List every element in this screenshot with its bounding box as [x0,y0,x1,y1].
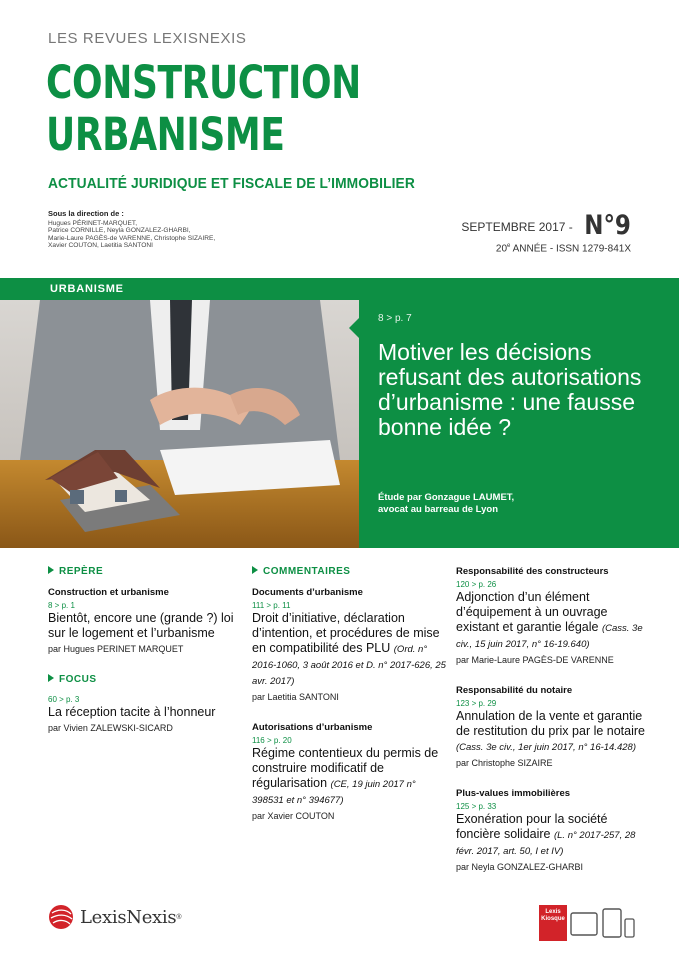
kiosque-line: Kiosque [541,916,565,922]
article-citation: (Ord. n° 2016-1060, 3 août 2016 et D. n° 2017-626, 25 avr. 2017) [252,644,446,687]
publisher-name: LexisNexis [80,906,177,928]
series-label: LES REVUES LEXISNEXIS [48,30,247,47]
section-label: FOCUS [59,674,97,685]
section-heading-focus [48,674,238,685]
lead-author [378,492,658,516]
registered-mark: ® [176,913,182,921]
section-bar [0,278,359,300]
article-author: par Vivien ZALEWSKI-SICARD [48,723,173,733]
article-author: par Xavier COUTON [252,811,335,821]
lead-author-line: avocat au barreau de Lyon [378,504,499,515]
lead-author-line: Étude par Gonzague LAUMET, [378,492,515,503]
lead-panel [359,278,679,548]
article-title[interactable] [252,611,447,689]
article-author: par Marie-Laure PAGÈS-DE VARENNE [456,655,614,665]
issue-date-row [461,210,631,241]
lexisnexis-sphere-icon [48,904,74,930]
triangle-icon [252,566,258,574]
year-sup: e [507,243,511,249]
journal-subtitle: ACTUALITÉ JURIDIQUE ET FISCALE DE L’IMMOBILIER [48,175,415,192]
column-reperes [48,566,238,753]
journal-title-line2: URBANISME [46,108,285,161]
directors-label: Sous la direction de : [48,209,124,218]
editorial-directors [48,210,248,250]
article-reference: 111 > p. 11 [252,601,291,610]
directors-line: Marie-Laure PAGÈS-de VARENNE, Christophe SIZAIRE, [48,234,216,242]
article-reference: 120 > p. 26 [456,580,497,589]
article-reference: 60 > p. 3 [48,695,80,704]
article-title[interactable] [456,590,646,652]
article-category: Responsabilité du notaire [456,685,573,696]
section-heading-repere [48,566,238,577]
year-rest: ANNÉE - ISSN 1279-841X [510,243,631,255]
section-label: COMMENTAIRES [263,566,351,577]
article-author: par Neyla GONZALEZ-GHARBI [456,862,584,872]
directors-line: Patrice CORNILLE, Neyla GONZALEZ-GHARBI, [48,227,191,235]
article-reference: 8 > p. 1 [48,601,75,610]
article-title[interactable]: Bientôt, encore une (grande ?) loi sur le logement et l’urbanisme [48,611,234,640]
article-title-text: Exonération pour la société foncière solidaire [456,812,608,841]
year-prefix: 20 [495,243,508,255]
column-commentaires [252,566,447,841]
article-title[interactable] [456,812,646,859]
article-reference: 123 > p. 29 [456,699,497,708]
kiosque-line: Lexis [545,909,561,915]
issue-number: N°9 [584,210,631,241]
article-author: par Laetitia SANTONI [252,692,339,702]
article-category: Documents d’urbanisme [252,587,363,598]
lead-photo [0,300,359,548]
article-title-text: Adjonction d’un élément d’équipement à un ouvrage existant et garantie légale [456,590,608,634]
article-author: par Hugues PERINET MARQUET [48,644,184,654]
journal-title-line1: CONSTRUCTION [46,56,361,109]
house-model-photo-illustration [0,300,359,548]
lexis-kiosque-box [539,905,567,941]
section-heading-commentaires [252,566,447,577]
publisher-logo[interactable] [48,904,181,930]
column-responsabilites [456,566,646,892]
article-title[interactable] [252,746,447,808]
panel-notch [349,318,359,338]
section-label: REPÈRE [59,566,104,577]
article-category: Plus-values immobilières [456,788,571,799]
issue-info [461,210,631,254]
article-title-text: Annulation de la vente et garantie de restitution du prix par le notaire [456,709,645,738]
article-category: Responsabilité des constructeurs [456,566,609,577]
lead-banner [0,278,679,548]
article-category: Autorisations d’urbanisme [252,722,373,733]
issue-year-issn [461,243,631,254]
article-title[interactable]: La réception tacite à l’honneur [48,705,216,719]
article-category: Construction et urbanisme [48,587,169,598]
article-author: par Christophe SIZAIRE [456,758,553,768]
triangle-icon [48,674,54,682]
article-reference: 116 > p. 20 [252,736,292,745]
article-title-text: Régime contentieux du permis de construire modificatif de régularisation [252,746,439,790]
device-apps-badge[interactable] [539,905,637,941]
article-title-text: Droit d’initiative, déclaration d’intention, et procédures de mise en compatibilité des PLU [252,611,440,655]
issue-date: SEPTEMBRE 2017 - [461,220,573,234]
triangle-icon [48,566,54,574]
article-reference: 125 > p. 33 [456,802,497,811]
article-citation: (L. n° 2017-257, 28 févr. 2017, art. 50, I et IV) [456,830,636,857]
lead-reference: 8 > p. 7 [378,313,412,324]
article-citation: (Cass. 3e civ., 1er juin 2017, n° 16-14.428) [456,742,636,753]
directors-line: Xavier COUTON, Laetitia SANTONI [48,242,153,250]
lead-section-label: URBANISME [50,283,124,295]
directors-line: Hugues PÉRINET-MARQUET, [48,219,138,227]
article-citation: (CE, 19 juin 2017 n° 398531 et n° 394677) [252,779,416,806]
lead-article-title[interactable]: Motiver les décisions refusant des autorisations d’urbanisme : une fausse bonne idée ? [378,339,642,440]
article-citation: (Cass. 3e civ., 15 juin 2017, n° 16-19.640) [456,623,643,650]
devices-icon [567,907,637,941]
article-title[interactable] [456,709,646,755]
